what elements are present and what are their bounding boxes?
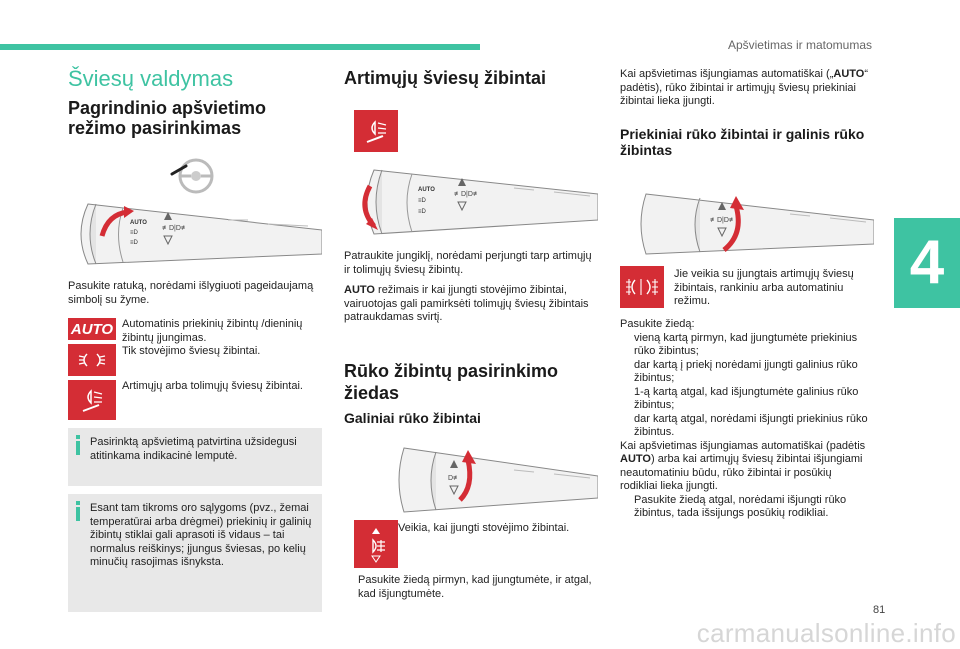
svg-text:D≢: D≢ [448,475,461,482]
auto-word: AUTO [344,284,375,296]
chapter-tab: 4 [894,218,960,308]
info-icon [76,435,81,455]
flash-paragraph [344,284,594,325]
rear-fog-text: Veikia, kai įjungti stovėjimo žibintai. [398,522,570,534]
main-beam-icon [354,110,398,152]
main-lighting-heading: Pagrindinio apšvietimo režimo pasirinkimas [68,98,267,138]
ring-bullet-last-text: Pasukite žiedą atgal, norėdami išjungti rūko žibintus, tada išsijungs posūkių rodikliai. [634,493,847,519]
svg-text:≡D: ≡D [130,240,138,246]
dipped-beam-heading: Artimųjų šviesų žibintai [344,68,547,88]
ring-bullet-4 [620,413,870,440]
auto-off-fog-a: Kai apšvietimas išjungiamas automatiškai (padėtis [620,439,866,452]
auto-off-fog-paragraph [620,440,870,494]
ring-bullet-2-text: dar kartą į priekį norėdami įjungti galinius rūko žibintus; [634,358,858,384]
svg-text:≢D|D≢: ≢D|D≢ [710,217,736,224]
rear-fog-bullet [344,574,608,601]
svg-text:≢D|D≢: ≢D|D≢ [162,225,188,232]
headlamp-beam-icon [68,380,116,420]
front-rear-fog-icon [620,266,664,308]
ring-intro: Pasukite žiedą: [620,318,695,330]
auto-badge-label: AUTO [70,320,114,338]
svg-text:≢D|D≢: ≢D|D≢ [454,191,480,198]
auto-off-paragraph [620,68,870,109]
auto-word: AUTO [833,68,865,80]
auto-off-a: Kai apšvietimas išjungiamas automatiškai („ [620,68,834,80]
info-note-text: Pasirinktą apšvietimą patvirtina užsidegusi atitinkama indikacinė lemputė. [90,436,297,462]
front-rear-fog-text: Jie veikia su įjungtais artimųjų šviesų žibintais, rankiniu arba automatiniu režimu. [674,268,854,307]
rear-fog-bullet-text: Pasukite žiedą pirmyn, kad įjungtumėte, ir atgal, kad išjungtumėte. [358,574,592,600]
svg-text:≡D: ≡D [130,230,138,236]
rear-fog-icon [354,520,398,568]
auto-mode-text: Automatinis priekinių žibintų /dieninių žibintų įjungimas. [122,318,303,344]
rear-fog-heading: Galiniai rūko žibintai [344,410,481,426]
page-title: Šviesų valdymas [68,66,234,91]
beam-stalk-illustration [344,164,598,240]
watermark: carmanualsonline.info [696,618,956,648]
fog-ring-heading: Rūko žibintų pasirinkimo žiedas [344,361,559,403]
auto-badge [68,318,116,340]
info-note-condensation [68,494,322,612]
svg-text:AUTO: AUTO [418,187,435,193]
ring-bullet-3-text: 1-ą kartą atgal, kad išjungtumėte galinius rūko žibintus; [634,385,859,411]
info-note-indicator [68,428,322,486]
ring-bullet-1 [620,332,870,359]
select-mode-paragraph: Pasukite ratuką, norėdami išlygiuoti pageidaujamą simbolį su žyme. [68,280,314,306]
steering-wheel-icon [170,156,218,196]
lighting-stalk-illustration [68,196,322,268]
rear-fog-stalk-illustration [344,440,598,520]
condensation-note-text: Esant tam tikroms oro sąlygoms (pvz., žemai temperatūrai arba drėgmei) priekinių ir galinių žibintų stiklai gali aprasoti iš vidaus – tai normalus reiškinys; įjungus šviesas, po kelių minučių rasojimas išnyksta. [90,502,312,568]
beam-text: Artimųjų arba tolimųjų šviesų žibintai. [122,380,303,392]
page-number: 81 [873,604,886,616]
auto-off-b: “ padėtis), rūko žibintai ir artimųjų šviesų priekiniai žibintai lieka įjungti. [620,68,869,107]
auto-word: AUTO [620,453,651,465]
ring-bullet-1-text: vieną kartą pirmyn, kad įjungtumėte priekinius rūko žibintus; [634,331,858,357]
ring-bullet-3 [620,386,870,413]
auto-off-fog-b: ) arba kai artimųjų šviesų žibintai išjungiami neautomatiniu būdu, rūko žibintai ir posūkių rodikliai lieka įjungti. [620,453,863,492]
parking-lights-text: Tik stovėjimo šviesų žibintai. [122,345,261,357]
front-rear-fog-stalk-illustration [620,186,874,260]
flash-paragraph-rest: režimais ir kai įjungti stovėjimo žibintai, vairuotojas gali pamirksėti tolimųjų šviesų žibintais patraukdamas svirtį. [344,284,589,323]
front-rear-fog-heading: Priekiniai rūko žibintai ir galinis rūko žibintas [620,126,865,158]
svg-text:≡D: ≡D [418,198,426,204]
ring-bullet-2 [620,359,870,386]
header-accent-bar [0,44,480,50]
ring-bullet-last [620,494,870,521]
ring-instructions [620,318,870,521]
section-title: Apšvietimas ir matomumas [727,38,872,52]
ring-bullet-4-text: dar kartą atgal, norėdami išjungti priekinius rūko žibintus. [634,412,868,438]
svg-text:≡D: ≡D [418,209,426,215]
info-icon [76,501,81,521]
svg-text:AUTO: AUTO [130,220,147,226]
switch-beam-paragraph: Patraukite jungiklį, norėdami perjungti tarp artimųjų ir tolimųjų šviesų žibintų. [344,250,592,276]
parking-lights-icon [68,344,116,376]
